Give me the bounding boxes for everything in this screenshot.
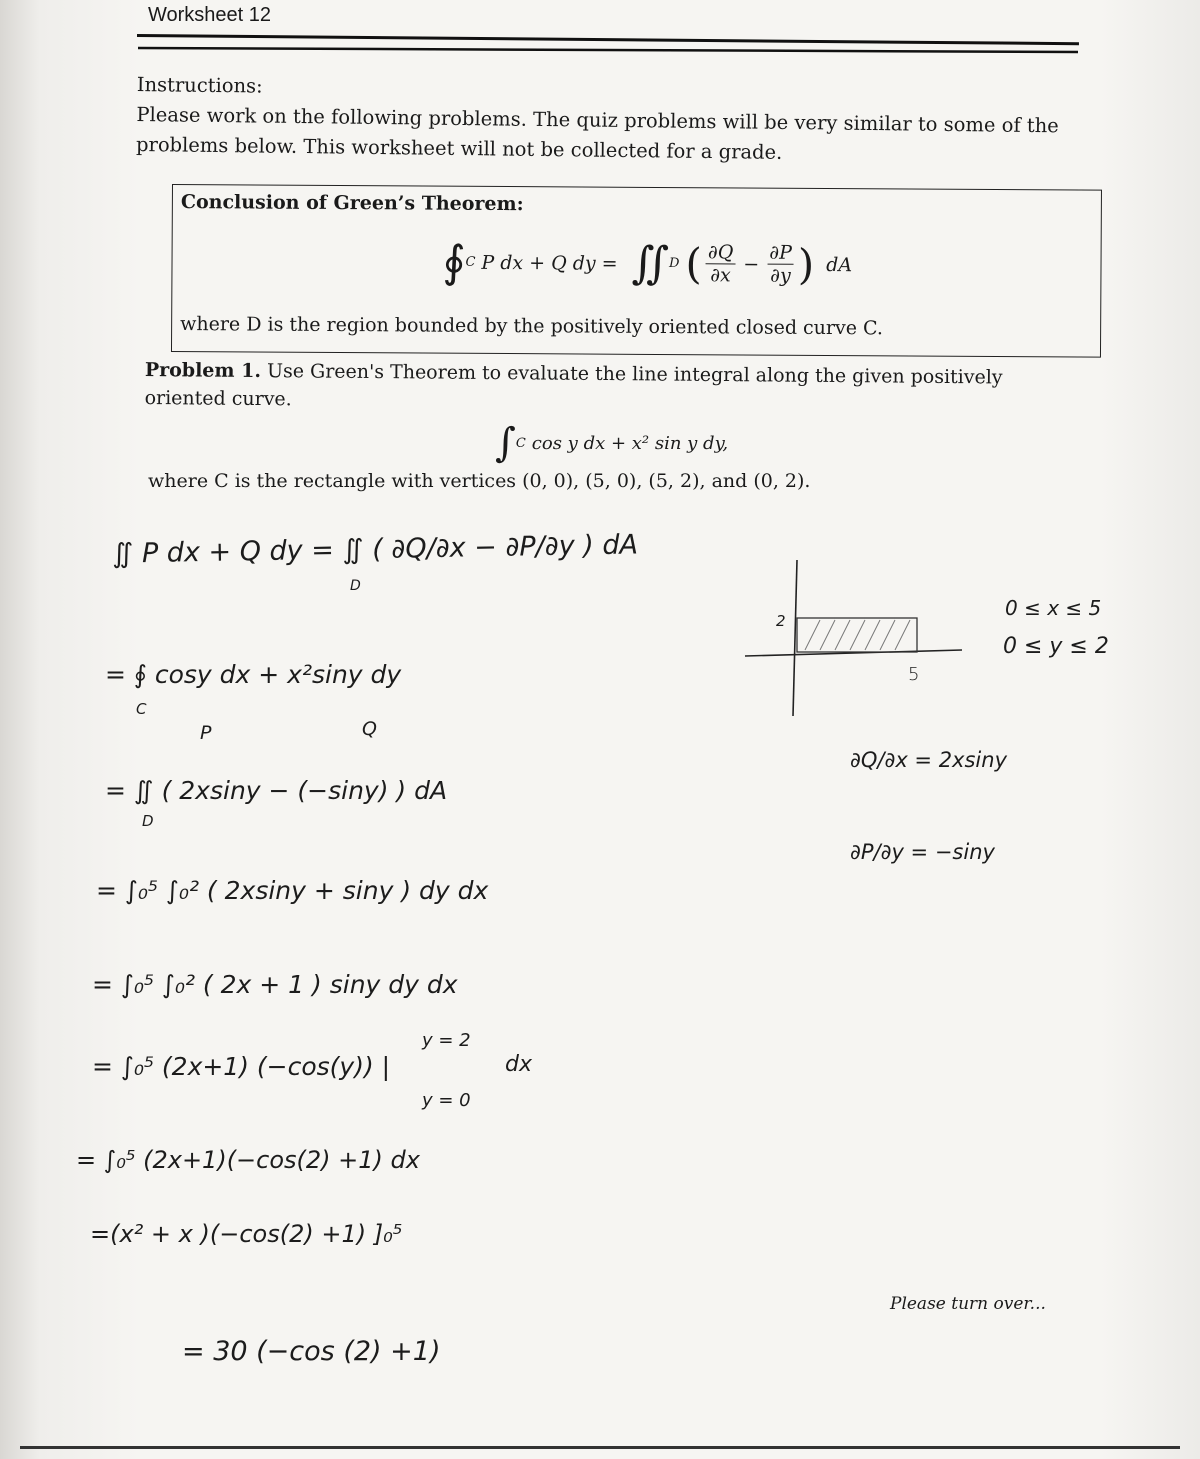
theorem-where: where D is the region bounded by the positively oriented closed curve C. xyxy=(180,313,884,340)
hand-line-8: =(x² + x )(−cos(2) +1) ]₀⁵ xyxy=(90,1220,403,1248)
instructions-heading: Instructions: xyxy=(136,72,263,98)
integral-sign-icon: ∫ xyxy=(495,420,516,466)
graph-hatching xyxy=(805,620,910,650)
hand-line-4: = ∫₀⁵ ∫₀² ( 2xsiny + siny ) dy dx xyxy=(96,876,489,905)
double-integral-icon: ∬ xyxy=(631,237,670,290)
theorem-da: dA xyxy=(826,253,853,276)
problem-text: Use Green's Theorem to evaluate the line integral along the given positively oriented curve. xyxy=(144,360,1003,411)
bottom-edge xyxy=(20,1446,1180,1449)
contour-integral-icon: ∮ xyxy=(442,236,466,288)
theorem-heading: Conclusion of Green’s Theorem: xyxy=(180,191,524,216)
problem-integrand: cos y dx + x² sin y dy, xyxy=(531,432,729,454)
hand-line-6-bottom: y = 0 xyxy=(422,1090,471,1111)
minus-sign-icon: − xyxy=(743,252,760,276)
graph-x-label: 5 xyxy=(908,664,920,685)
hand-line-1-sub: D xyxy=(350,578,361,594)
hand-line-2: = ∮ cosy dx + x²siny dy xyxy=(105,660,402,689)
theorem-lhs: P dx + Q dy = xyxy=(481,251,618,275)
left-paren-icon: ( xyxy=(685,239,703,289)
partial-p-y: ∂P/∂y = −siny xyxy=(850,840,995,864)
right-paren-icon: ) xyxy=(797,239,815,289)
contour-subscript: C xyxy=(465,254,476,270)
bounds-y: 0 ≤ y ≤ 2 xyxy=(1003,634,1109,659)
hand-label-p: P xyxy=(200,722,212,744)
problem-label: Problem 1. xyxy=(144,358,262,383)
hand-line-7: = ∫₀⁵ (2x+1)(−cos(2) +1) dx xyxy=(76,1146,420,1174)
instructions-text: Please work on the following problems. The quiz problems will be very similar to some of the problems below. This worksheet will not be collected for a grade. xyxy=(135,102,1059,164)
hand-line-9: = 30 (−cos (2) +1) xyxy=(182,1336,441,1367)
worksheet-title: Worksheet 12 xyxy=(148,4,272,26)
region-subscript: D xyxy=(669,256,680,272)
integral-subscript: C xyxy=(515,435,526,451)
frac-den: ∂x xyxy=(710,264,731,287)
partial-q-x: ∂Q/∂x = 2xsiny xyxy=(850,748,1007,772)
frac-num: ∂Q xyxy=(706,241,736,264)
problem-where: where C is the rectangle with vertices (0, 0), (5, 0), (5, 2), and (0, 2). xyxy=(148,470,811,492)
hand-line-5: = ∫₀⁵ ∫₀² ( 2x + 1 ) siny dy dx xyxy=(92,970,458,999)
hand-line-6-tail: dx xyxy=(505,1052,532,1077)
hand-line-6-top: y = 2 xyxy=(422,1030,471,1051)
graph-x-axis xyxy=(745,650,962,656)
hand-line-1: ∬ P dx + Q dy = ∬ ( ∂Q/∂x − ∂P/∂y ) dA xyxy=(111,529,639,570)
frac-den: ∂y xyxy=(770,264,791,287)
graph-y-label: 2 xyxy=(776,612,786,630)
hand-line-6: = ∫₀⁵ (2x+1) (−cos(y)) | xyxy=(92,1052,391,1081)
hand-line-3: = ∬ ( 2xsiny − (−siny) ) dA xyxy=(105,776,448,805)
hand-label-q: Q xyxy=(362,718,377,740)
header-underline xyxy=(138,48,1078,52)
hand-line-2-sub: C xyxy=(136,700,147,718)
frac-num: ∂P xyxy=(767,242,794,265)
turn-over-note: Please turn over... xyxy=(890,1294,1046,1314)
bounds-x: 0 ≤ x ≤ 5 xyxy=(1005,596,1102,620)
hand-line-3-sub: D xyxy=(142,812,154,830)
